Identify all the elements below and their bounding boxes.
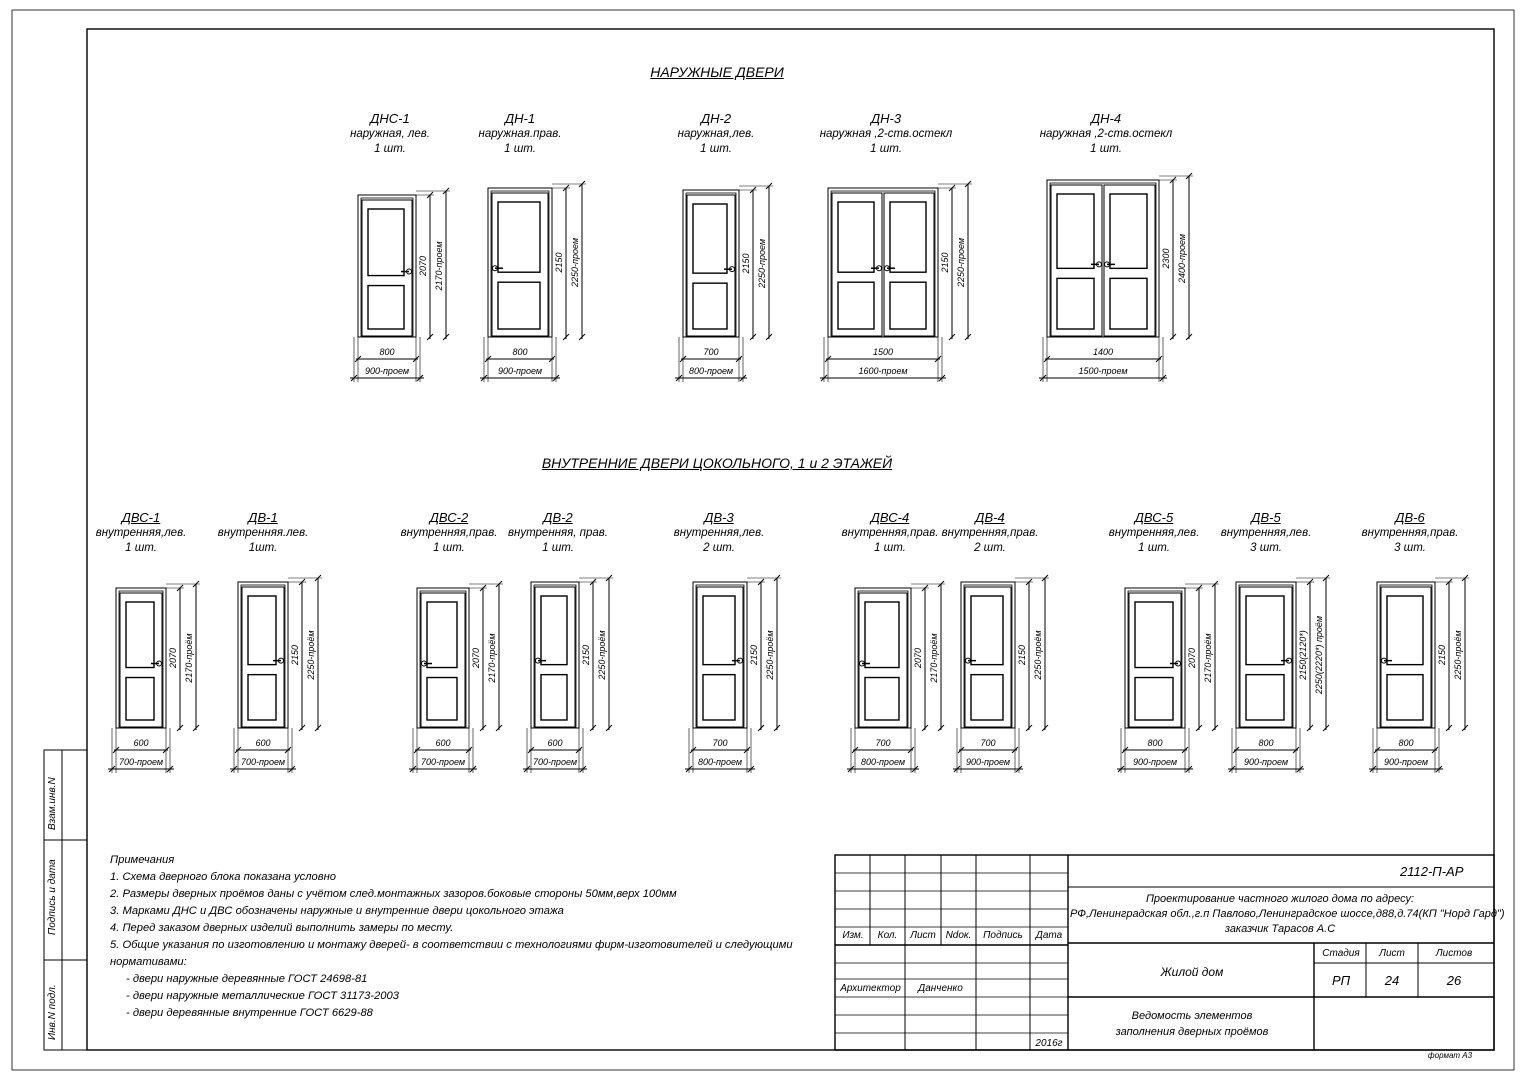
width-dim: 700 [875, 738, 891, 748]
door-mark: ДВ-5 [1251, 510, 1281, 525]
outer-doors-title: НАРУЖНЫЕ ДВЕРИ [650, 64, 784, 80]
door-label [1362, 510, 1459, 555]
door-mark: ДВС-4 [870, 510, 910, 525]
opening-width-dim: 900-проем [1383, 757, 1429, 767]
door-ДВС-1 [108, 581, 200, 773]
door-frame [1377, 582, 1435, 728]
door-desc: внутренняя,лев. [95, 527, 187, 540]
door-panel-top [1387, 596, 1423, 665]
door-leaf [965, 587, 1011, 727]
outer-doors-group [350, 173, 1193, 382]
width-dim: 600 [255, 738, 271, 748]
building-name: Жилой дом [1160, 965, 1224, 979]
door-desc: внутренняя,прав. [941, 527, 1039, 540]
width-dim: 1400 [1092, 347, 1114, 357]
door-frame [1125, 588, 1185, 728]
width-dim: 600 [547, 738, 563, 748]
height-dim: 2150 [1017, 644, 1027, 666]
project-line-3: заказчик Тарасов А.С [1224, 923, 1336, 935]
door-ДВС-2 [409, 581, 503, 773]
height-dim: 2070 [418, 255, 428, 277]
door-qty: 1 шт. [874, 541, 906, 554]
door-panel-bottom [498, 282, 540, 329]
height-dim: 2150 [749, 644, 759, 666]
door-qty: 1 шт. [374, 142, 406, 155]
notes-title: Примечания [110, 854, 175, 866]
door-label [942, 510, 1039, 555]
door-mark: ДВС-1 [121, 510, 161, 525]
door-ДНС-1 [350, 188, 450, 382]
door-label [508, 510, 608, 555]
door-qty: 1 шт. [870, 142, 902, 155]
door-qty: 1 шт. [433, 541, 465, 554]
door-panel-bottom [890, 282, 926, 329]
format-label: формат А3 [1427, 1051, 1473, 1060]
door-desc: внутренняя,лев. [1220, 527, 1312, 540]
door-ДН-2 [675, 183, 773, 382]
header-sheets: Листов [1435, 948, 1473, 959]
door-mark: ДН-3 [870, 111, 902, 126]
door-frame-inner [831, 191, 935, 337]
door-qty: 1 шт. [1138, 541, 1170, 554]
door-frame-inner [534, 585, 576, 728]
role-architect: Архитектор [840, 983, 901, 994]
door-qty: 3 шт. [1394, 541, 1426, 554]
door-panel-bottom [865, 678, 899, 720]
height-dim: 2070 [1187, 647, 1197, 669]
door-desc: внутренняя, прав. [508, 527, 608, 540]
opening-width-dim: 900-проем [364, 366, 410, 376]
project-line-2: РФ,Ленинградская обл.,г.п Павлово,Ленинградское шоссе,д88,д.74(КП "Норд Гард") [1070, 908, 1505, 920]
height-dim: 2070 [168, 647, 178, 669]
door-desc: внутренняя,прав. [1361, 527, 1459, 540]
door-panel-bottom [1110, 278, 1147, 329]
note-item: 4. Перед заказом дверных изделий выполнить замеры по месту. [110, 922, 454, 934]
door-frame [961, 582, 1015, 728]
header-ndok: Ndок. [945, 930, 972, 941]
door-qty: 2 шт. [703, 541, 735, 554]
width-dim: 800 [379, 347, 395, 357]
door-desc: наружная ,2-ств.остекл [819, 128, 953, 141]
door-qty: 2 шт. [974, 541, 1006, 554]
width-dim: 800 [512, 347, 528, 357]
door-label [479, 111, 562, 156]
door-panel-top [1057, 194, 1094, 268]
width-dim: 800 [1398, 738, 1414, 748]
inner-doors-title: ВНУТРЕННИЕ ДВЕРИ ЦОКОЛЬНОГО, 1 и 2 ЭТАЖЕЙ [541, 455, 893, 471]
door-panel-top [1110, 194, 1147, 268]
door-frame [683, 190, 739, 337]
width-dim: 800 [1147, 738, 1163, 748]
header-stage: Стадия [1322, 948, 1360, 959]
door-leaf [859, 593, 907, 727]
door-ДВ-6 [1369, 575, 1469, 773]
header-data: Дата [1035, 930, 1063, 941]
door-desc: наружная ,2-ств.остекл [1039, 128, 1173, 141]
opening-width-dim: 700-проем [420, 757, 466, 767]
door-frame [358, 195, 416, 337]
door-leaf [697, 587, 743, 727]
opening-height-dim: 2250-проём [597, 630, 607, 680]
note-subitem: - двери наружные деревянные ГОСТ 24698-81 [126, 973, 368, 985]
door-mark: ДН-2 [700, 111, 732, 126]
height-dim: 2150(2120*) [1298, 630, 1308, 680]
opening-height-dim: 2250-проём [1453, 630, 1463, 680]
door-panel-top [427, 602, 457, 668]
header-podp: Подпись [983, 930, 1023, 941]
door-ДВС-4 [847, 581, 945, 773]
door-ДН-1 [480, 181, 586, 382]
door-mark: ДВ-1 [248, 510, 278, 525]
height-dim: 2150 [741, 253, 751, 274]
architect-name: Данченко [918, 983, 963, 994]
opening-width-dim: 900-проем [965, 757, 1011, 767]
door-mark: ДВС-2 [429, 510, 469, 525]
opening-width-dim: 900-проем [497, 366, 543, 376]
door-panel-bottom [1135, 678, 1173, 720]
door-panel-bottom [703, 675, 735, 720]
door-qty: 1 шт. [125, 541, 157, 554]
door-ДВС-5 [1117, 581, 1219, 773]
door-panel-top [838, 202, 874, 272]
note-item: 5. Общие указания по изготовлению и монтажу дверей- в соответствии с технологиями фирм-изготовителей и следующими [110, 939, 793, 951]
notes-block [110, 852, 793, 1022]
header-list: Лист [910, 930, 936, 941]
width-dim: 600 [133, 738, 149, 748]
sheets-value: 26 [1446, 973, 1462, 988]
door-label [96, 510, 187, 555]
door-panel-bottom [126, 678, 154, 720]
height-dim: 2070 [471, 647, 481, 669]
width-dim: 1500 [872, 347, 894, 357]
doc-title-line-2: заполнения дверных проёмов [1115, 1026, 1269, 1038]
door-panel-top [541, 596, 567, 665]
door-panel-bottom [1387, 675, 1423, 720]
note-subitem: - двери наружные металлические ГОСТ 31173-2003 [126, 990, 399, 1002]
door-qty: 1шт. [248, 541, 278, 554]
door-desc: наружная.прав. [478, 128, 562, 141]
width-dim: 700 [712, 738, 728, 748]
height-dim: 2150 [581, 644, 591, 666]
door-ДВ-1 [230, 575, 322, 773]
year: 2016г [1035, 1038, 1063, 1049]
door-panel-top [248, 596, 276, 665]
note-item: 1. Схема дверного блока показана условно [110, 871, 336, 883]
opening-height-dim: 2250-проём [765, 630, 775, 680]
opening-height-dim: 2170-проём [1203, 633, 1213, 683]
door-frame-inner [361, 198, 413, 337]
height-dim: 2150 [554, 252, 564, 273]
door-ДН-3 [820, 181, 972, 382]
door-panel-top [368, 209, 404, 276]
door-mark: ДВ-3 [704, 510, 734, 525]
door-ДН-4 [1039, 173, 1193, 382]
opening-width-dim: 700-проем [118, 757, 164, 767]
door-desc: внутренняя,прав. [841, 527, 939, 540]
height-dim: 2150 [940, 252, 950, 273]
door-frame-inner [1380, 585, 1432, 728]
opening-width-dim: 900-проем [1243, 757, 1289, 767]
width-dim: 600 [435, 738, 451, 748]
door-label [218, 510, 309, 555]
door-panel-top [971, 596, 1003, 665]
height-dim: 2150 [290, 644, 300, 666]
opening-height-dim: 2250-проём [1033, 630, 1043, 680]
door-panel-top [865, 602, 899, 668]
door-panel-bottom [838, 282, 874, 329]
door-qty: 1 шт. [700, 142, 732, 155]
door-frame-inner [1239, 585, 1293, 728]
door-panel-bottom [368, 286, 404, 329]
door-frame [1047, 180, 1159, 337]
door-panel-bottom [693, 283, 727, 329]
opening-width-dim: 800-проем [697, 757, 743, 767]
door-mark: ДНС-1 [370, 111, 410, 126]
opening-height-dim: 2400-проем [1177, 233, 1187, 284]
door-label [674, 510, 765, 555]
opening-height-dim: 2170-проём [184, 633, 194, 683]
header-sheet: Лист [1379, 948, 1405, 959]
door-label [1109, 510, 1200, 555]
side-inv-label: Инв.N подл. [47, 984, 58, 1040]
sheet-value: 24 [1384, 973, 1400, 988]
opening-width-dim: 700-проем [532, 757, 578, 767]
door-frame-inner [1050, 183, 1156, 337]
door-panel-bottom [1246, 675, 1284, 720]
note-item: нормативами: [110, 956, 187, 968]
door-mark: ДН-1 [504, 111, 536, 126]
door-panel-top [126, 602, 154, 668]
door-label [401, 510, 498, 555]
door-frame [855, 588, 911, 728]
door-mark: ДВ-2 [543, 510, 573, 525]
door-frame [531, 582, 579, 728]
opening-width-dim: 800-проем [688, 366, 734, 376]
height-dim: 2070 [913, 647, 923, 669]
door-ДВ-4 [953, 575, 1049, 773]
opening-width-dim: 1500-проем [1078, 366, 1128, 376]
door-label [350, 111, 430, 156]
door-qty: 1 шт. [542, 541, 574, 554]
door-panel-bottom [971, 675, 1003, 720]
door-panel-top [1135, 602, 1173, 668]
door-leaf [687, 195, 735, 336]
door-ДВ-3 [685, 575, 781, 773]
door-frame-inner [1128, 591, 1182, 728]
door-label [820, 111, 953, 156]
door-frame [1236, 582, 1296, 728]
door-frame [828, 188, 938, 337]
door-mark: ДН-4 [1090, 111, 1122, 126]
opening-height-dim: 2170-проем [434, 241, 444, 291]
doc-code: 2112-П-АР [1400, 864, 1464, 879]
opening-height-dim: 2170-проём [929, 633, 939, 683]
opening-height-dim: 2250-проём [306, 630, 316, 680]
opening-width-dim: 1600-проем [858, 366, 908, 376]
width-dim: 800 [1258, 738, 1274, 748]
opening-height-dim: 2250-проем [570, 237, 580, 288]
height-dim: 2300 [1161, 248, 1171, 269]
door-desc: внутренняя,лев. [1108, 527, 1200, 540]
project-line-1: Проектирование частного жилого дома по адресу: [1145, 893, 1415, 905]
doc-title-line-1: Ведомость элементов [1131, 1010, 1253, 1022]
door-label [1040, 111, 1173, 156]
door-panel-bottom [427, 678, 457, 720]
door-desc: внутренняя,прав. [400, 527, 498, 540]
door-panel-top [890, 202, 926, 272]
door-label [678, 111, 755, 156]
door-mark: ДВ-4 [975, 510, 1005, 525]
height-dim: 2150 [1437, 644, 1447, 666]
opening-width-dim: 700-проем [240, 757, 286, 767]
door-frame [693, 582, 747, 728]
door-panel-top [498, 202, 540, 272]
header-izm: Изм. [842, 930, 864, 941]
door-qty: 3 шт. [1250, 541, 1282, 554]
door-frame [238, 582, 288, 728]
door-panel-bottom [541, 675, 567, 720]
door-qty: 1 шт. [504, 142, 536, 155]
side-vzam-label: Взам.инв.N [47, 777, 58, 830]
door-frame [116, 588, 166, 728]
door-frame [417, 588, 469, 728]
door-panel-top [1246, 596, 1284, 665]
door-panel-top [703, 596, 735, 665]
width-dim: 700 [980, 738, 996, 748]
door-ДВ-5 [1228, 575, 1330, 773]
opening-height-dim: 2250-проем [956, 237, 966, 288]
door-label [1221, 510, 1312, 555]
header-kol: Кол. [877, 930, 898, 941]
opening-width-dim: 800-проем [860, 757, 906, 767]
width-dim: 700 [703, 347, 719, 357]
door-label [842, 510, 939, 555]
door-qty: 1 шт. [1090, 142, 1122, 155]
door-desc: внутренняя,лев. [673, 527, 765, 540]
door-desc: наружная,лев. [677, 128, 755, 141]
note-item: 2. Размеры дверных проёмов даны с учётом след.монтажных зазоров.боковые стороны 50мм,верх 100мм [110, 888, 677, 900]
door-mark: ДВ-6 [1395, 510, 1425, 525]
door-ДВ-2 [523, 575, 613, 773]
opening-height-dim: 2170-проём [487, 633, 497, 683]
door-panel-top [693, 204, 727, 273]
door-desc: внутренняя.лев. [217, 527, 309, 540]
opening-height-dim: 2250-проем [757, 238, 767, 289]
side-podp-label: Подпись и дата [47, 859, 58, 935]
stage-value: РП [1331, 973, 1351, 988]
note-subitem: - двери деревянные внутренние ГОСТ 6629-88 [126, 1007, 373, 1019]
door-panel-bottom [248, 675, 276, 720]
note-item: 3. Марками ДНС и ДВС обозначены наружные и внутренние двери цокольного этажа [110, 905, 564, 917]
inner-doors-group [108, 575, 1469, 773]
opening-height-dim: 2250(2220*) проём [1314, 615, 1324, 695]
door-desc: наружная, лев. [350, 128, 430, 141]
door-panel-bottom [1057, 278, 1094, 329]
opening-width-dim: 900-проем [1132, 757, 1178, 767]
door-mark: ДВС-5 [1134, 510, 1174, 525]
